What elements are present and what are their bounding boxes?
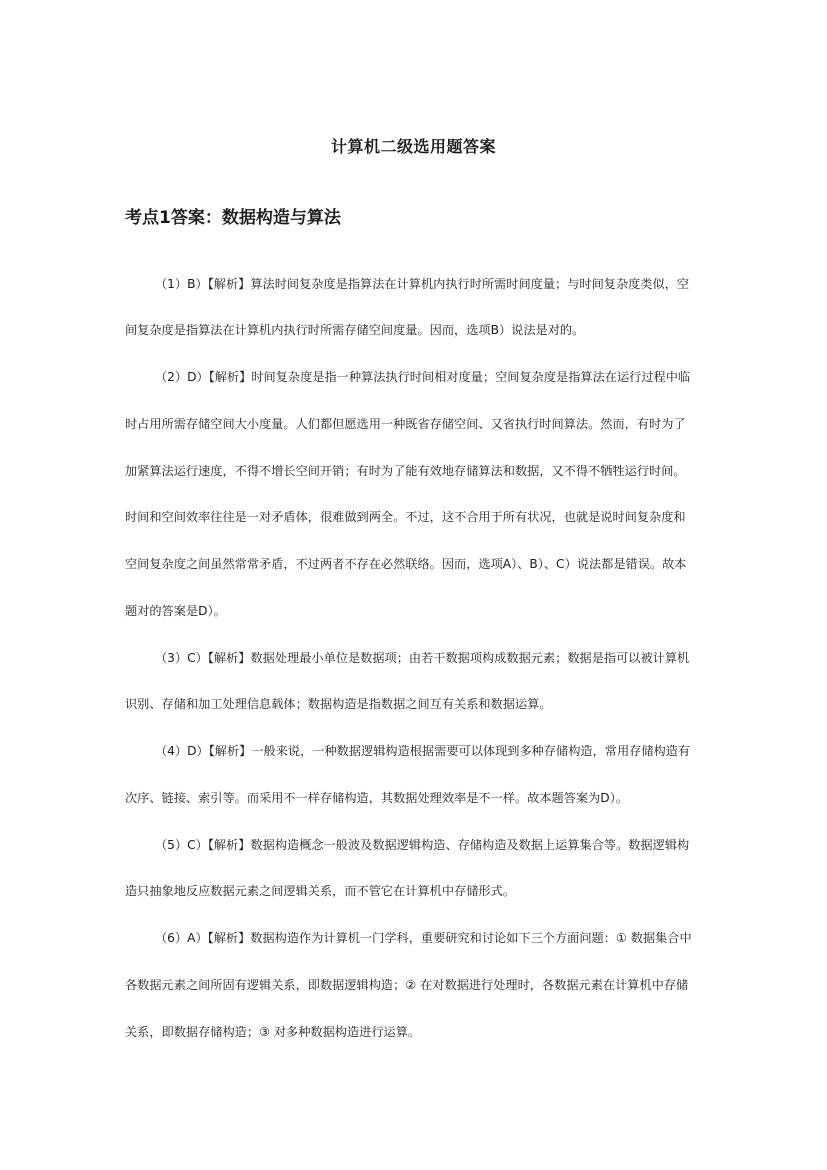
- paragraph-line: 时占用所需存储空间大小度量。人们都但愿选用一种既省存储空间、又省执行时间算法。然而，有时为了: [125, 417, 686, 431]
- section-heading: 考点1答案：数据构造与算法: [125, 208, 341, 228]
- paragraph-line: （1）B）【解析】算法时间复杂度是指算法在计算机内执行时所需时间度量；与时间复杂度类似，空: [155, 277, 690, 291]
- document-title: 计算机二级选用题答案: [330, 137, 496, 156]
- paragraph-line: 识别、存储和加工处理信息载体；数据构造是指数据之间互有关系和数据运算。: [125, 697, 552, 711]
- paragraph-line: 时间和空间效率往往是一对矛盾体，很难做到两全。不过，这不合用于所有状况，也就是说时间复杂度和: [125, 510, 686, 524]
- paragraph-line: （4）D）【解析】一般来说，一种数据逻辑构造根据需要可以体现到多种存储构造，常用存储构造有: [155, 744, 691, 758]
- paragraph-line: （6）A）【解析】数据构造作为计算机一门学科，重要研究和讨论如下三个方面问题：① 数据集合中: [155, 931, 692, 945]
- paragraph-line: 间复杂度是指算法在计算机内执行时所需存储空间度量。因而，选项B）说法是对的。: [125, 323, 585, 337]
- paragraph-line: 题对的答案是D）。: [125, 604, 226, 618]
- paragraph-line: 造只抽象地反应数据元素之间逻辑关系，而不管它在计算机中存储形式。: [125, 884, 515, 898]
- paragraph-line: （3）C）【解析】数据处理最小单位是数据项；由若干数据项构成数据元素；数据是指可以被计算机: [155, 651, 690, 665]
- paragraph-line: 空间复杂度之间虽然常常矛盾，不过两者不存在必然联络。因而，选项A）、B）、C）说法都是错误。故本: [125, 557, 687, 571]
- paragraph-line: 各数据元素之间所固有逻辑关系，即数据逻辑构造；② 在对数据进行处理时，各数据元素在计算机中存储: [125, 978, 689, 992]
- paragraph-line: 关系，即数据存储构造；③ 对多种数据构造进行运算。: [125, 1025, 421, 1039]
- paragraph-line: （5）C）【解析】数据构造概念一般波及数据逻辑构造、存储构造及数据上运算集合等。数据逻辑构: [155, 838, 690, 852]
- paragraph-line: 加紧算法运行速度，不得不增长空间开销；有时为了能有效地存储算法和数据，又不得不牺牲运行时间。: [125, 464, 686, 478]
- paragraph-line: 次序、链接、索引等。而采用不一样存储构造，其数据处理效率是不一样。故本题答案为D）。: [125, 791, 628, 805]
- paragraph-line: （2）D）【解析】时间复杂度是指一种算法执行时间相对度量；空间复杂度是指算法在运行过程中临: [155, 370, 691, 384]
